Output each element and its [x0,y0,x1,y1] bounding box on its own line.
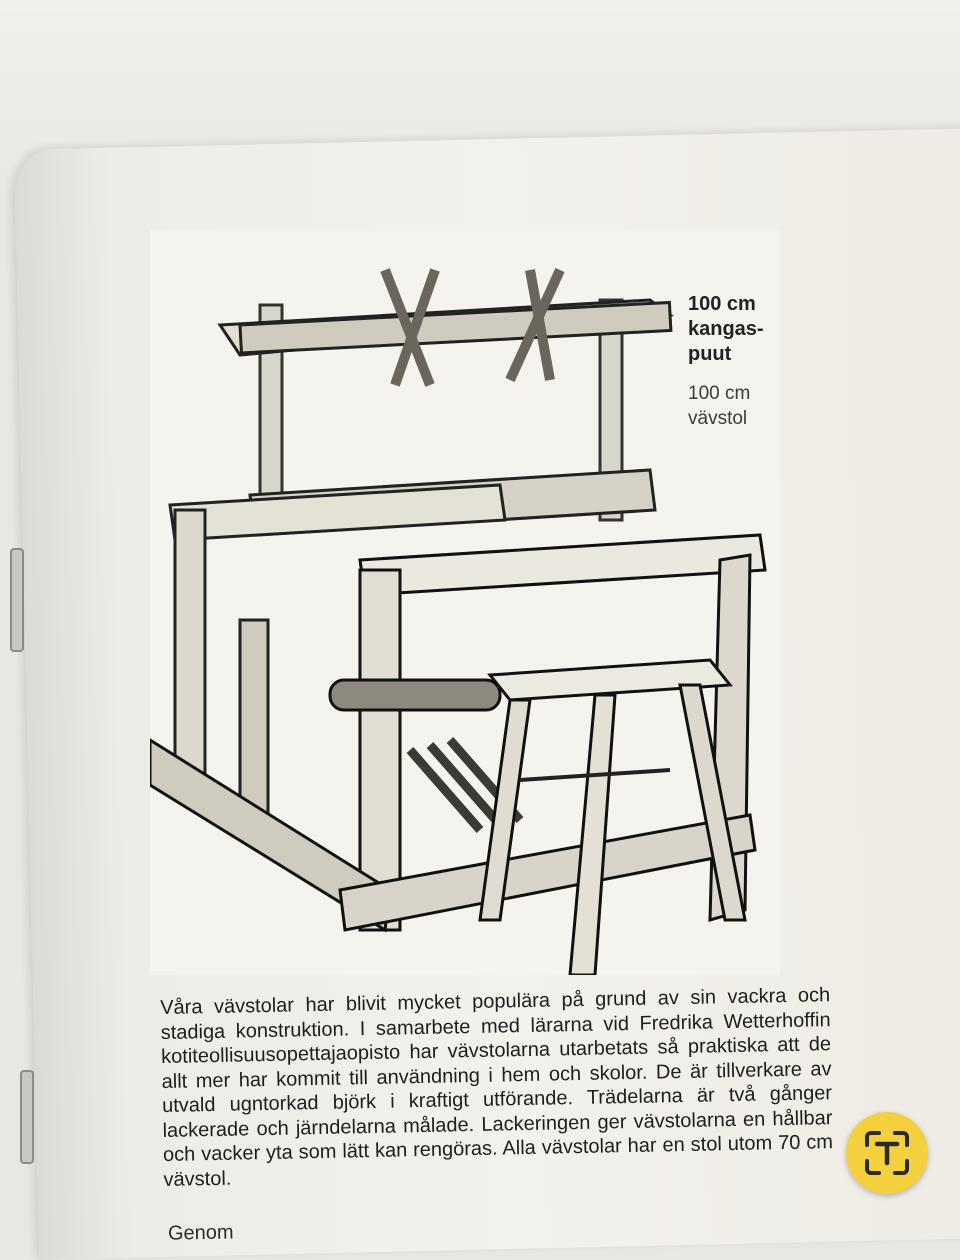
loom-photo [150,230,780,975]
cut-off-text: Genom [167,1221,234,1245]
text-scan-icon [859,1125,915,1181]
text-scan-button[interactable] [846,1112,928,1194]
caption-subheading: 100 cm vävstol [688,383,751,429]
staple-top [10,548,24,652]
caption-heading: 100 cm kangas- puut [688,293,764,365]
product-caption [688,292,764,431]
staple-bottom [20,1070,34,1164]
description-paragraph: Våra vävstolar har blivit mycket populära på grund av sin vackra och stadiga konstruktion. I samarbete med lärarna vid Fredrika Wetterhoffin kotiteollisuusopettajaopisto har vävstolarna utarbetats så praktiska att de allt mer har kommit till användning i hem och skolor. De är tillverkare av utvald ugntorkad björk i kraftigt utförande. Trädelarna är två gånger lackerade och järndelarna målade. Lackeringen ger vävstolarna en hållbar och vacker yta som lätt kan rengöras. Alla vävstolar har en stol utom 70 cm vävstol. [160,984,834,1191]
